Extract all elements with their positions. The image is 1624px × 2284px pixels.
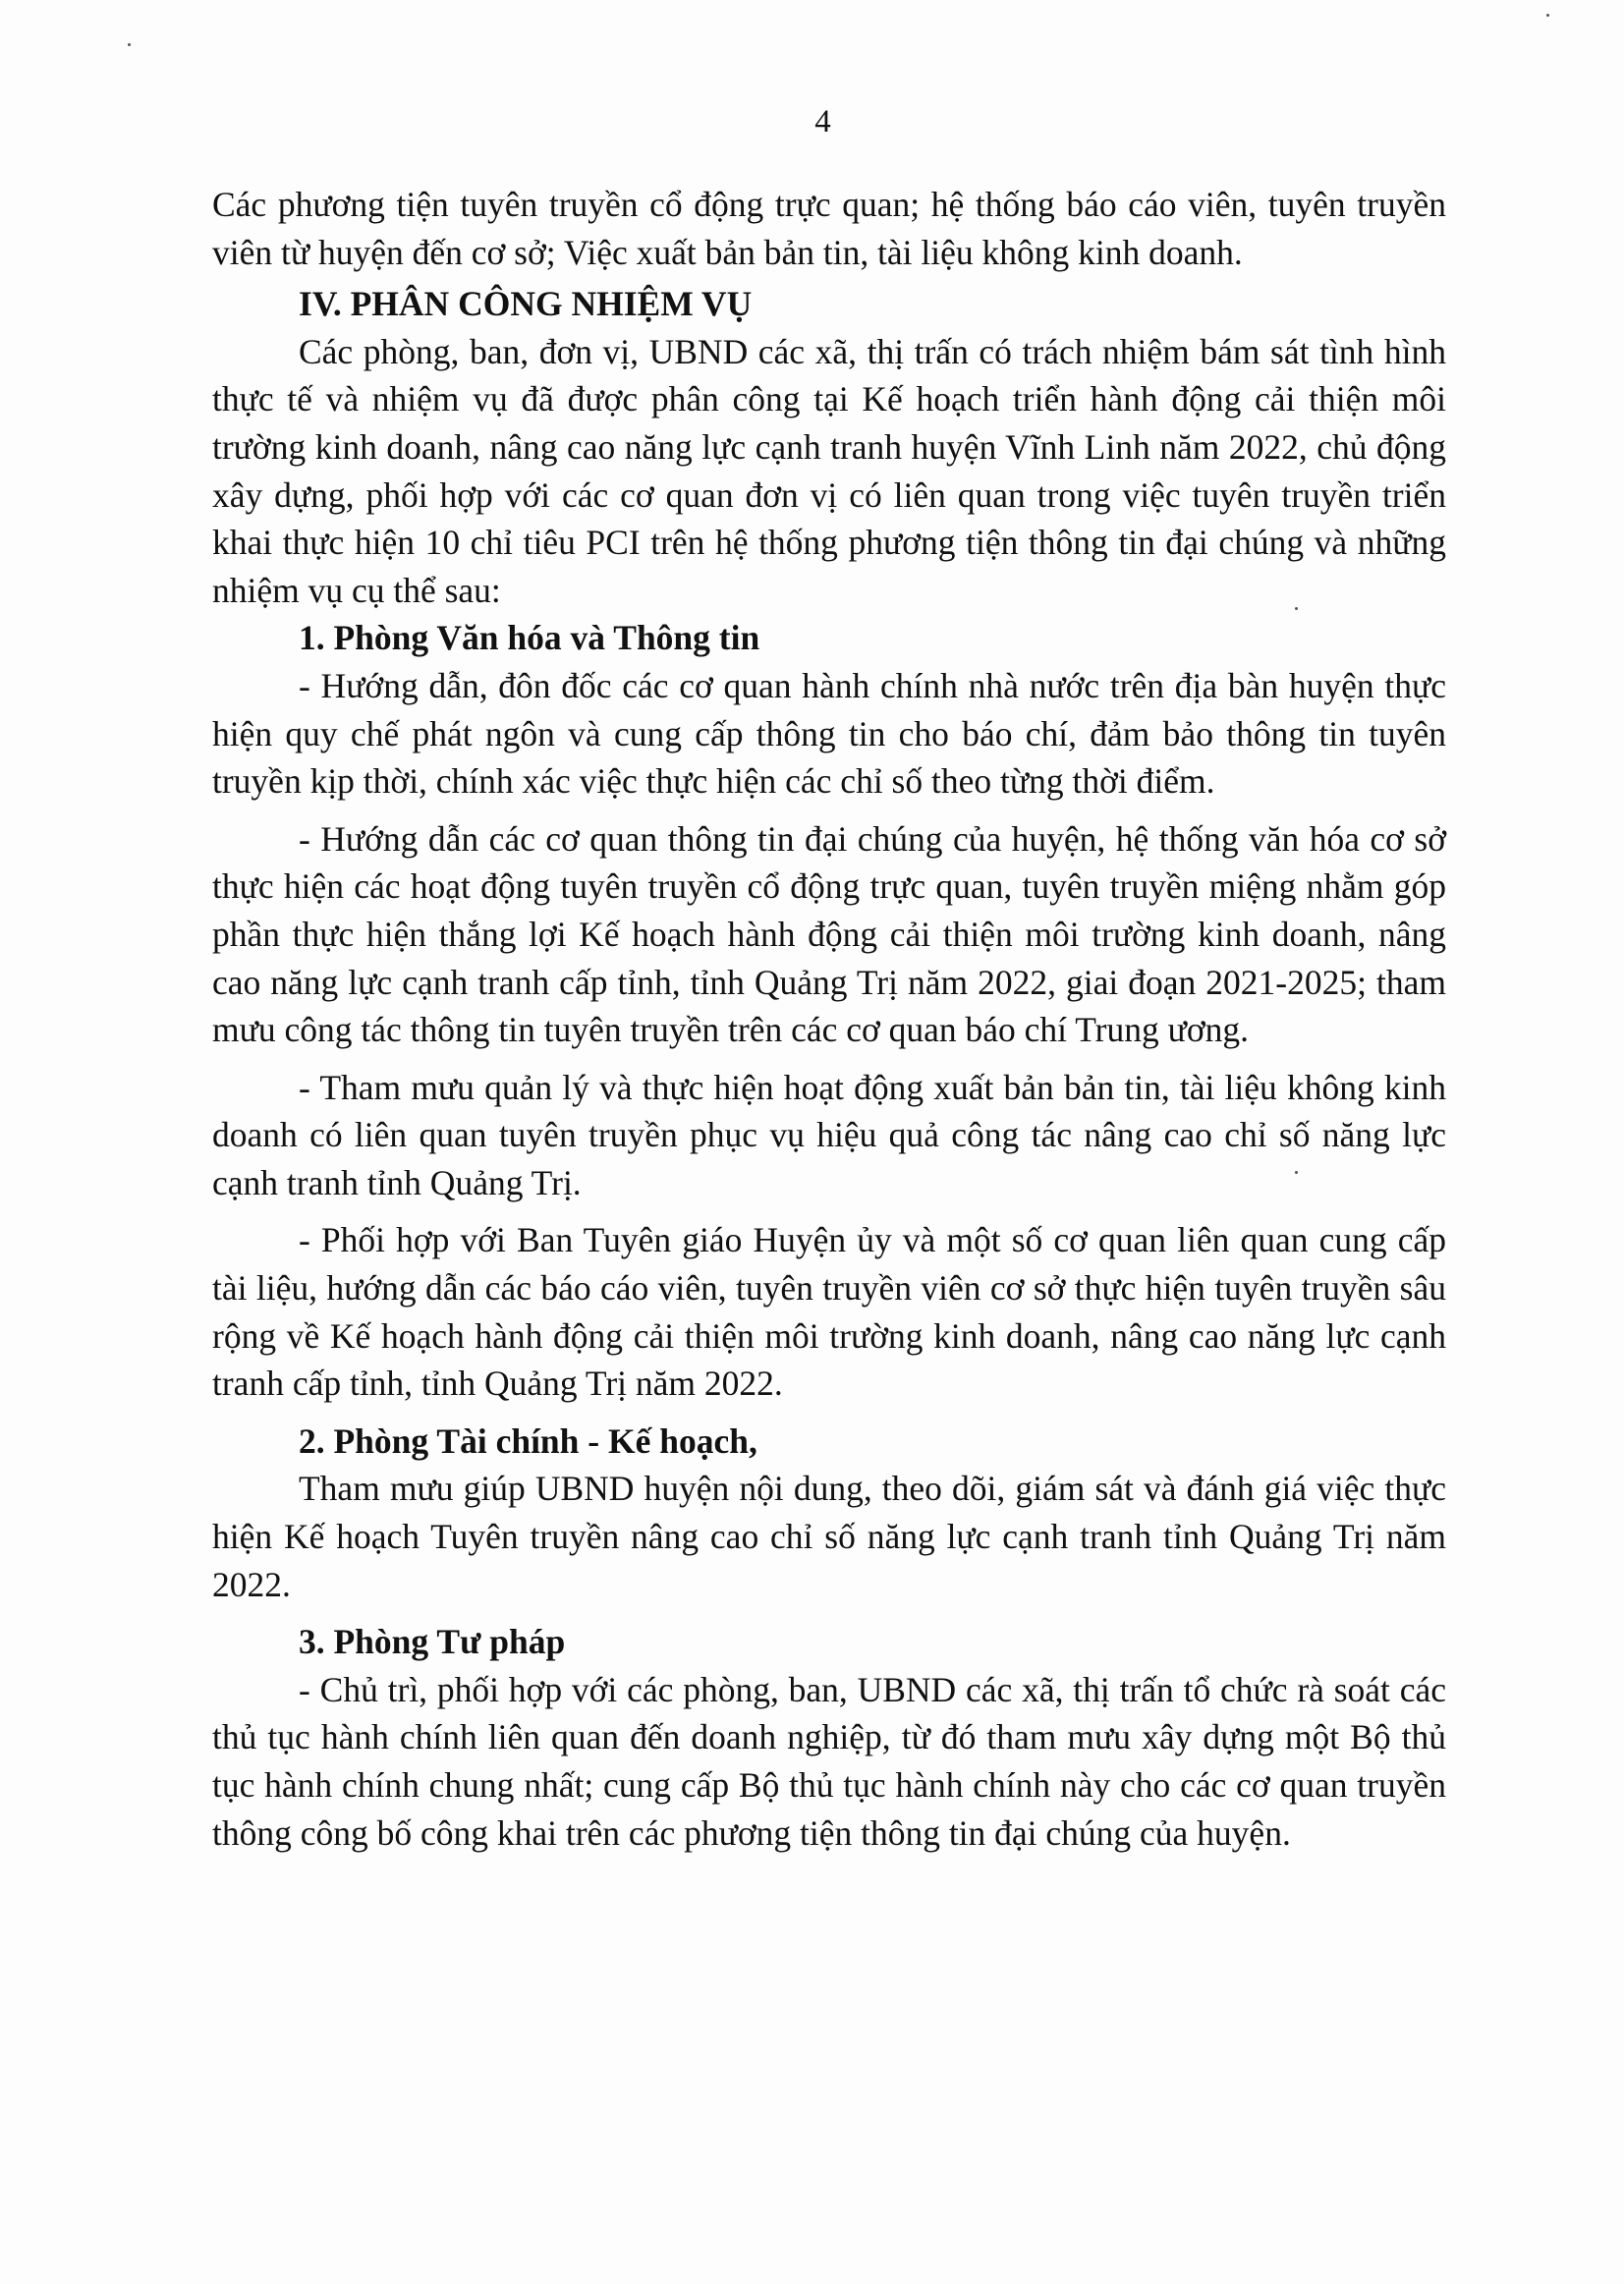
sub3-item: - Chủ trì, phối hợp với các phòng, ban, UBND các xã, thị trấn tổ chức rà soát các thủ tục hành chính liên quan đến doanh nghiệp, từ đó tham mưu xây dựng một Bộ thủ tục hành chính chung nhất; cung cấp Bộ thủ tục hành chính này cho các cơ quan truyền thông công bố công khai trên các phương tiện thông tin đại chúng của huyện. (212, 1669, 1446, 1853)
sub1-item: - Tham mưu quản lý và thực hiện hoạt động xuất bản bản tin, tài liệu không kinh doanh có liên quan tuyên truyền phục vụ hiệu quả công tác nâng cao chỉ số năng lực cạnh tranh tỉnh Quảng Trị. (212, 1067, 1446, 1202)
document-body (212, 181, 1446, 1857)
sub1-item: - Hướng dẫn các cơ quan thông tin đại chúng của huyện, hệ thống văn hóa cơ sở thực hiện các hoạt động tuyên truyền cổ động trực quan, tuyên truyền miệng nhằm góp phần thực hiện thắng lợi Kế hoạch hành động cải thiện môi trường kinh doanh, nâng cao năng lực cạnh tranh cấp tỉnh, tỉnh Quảng Trị năm 2022, giai đoạn 2021-2025; tham mưu công tác thông tin tuyên truyền trên các cơ quan báo chí Trung ương. (212, 818, 1446, 1050)
sub1-heading: 1. Phòng Văn hóa và Thông tin (299, 618, 760, 658)
page-number: 4 (814, 104, 831, 139)
intro-paragraph: Các phương tiện tuyên truyền cổ động trực quan; hệ thống báo cáo viên, tuyên truyền viên từ huyện đến cơ sở; Việc xuất bản bản tin, tài liệu không kinh doanh. (212, 185, 1446, 272)
section-iv-heading: IV. PHÂN CÔNG NHIỆM VỤ (299, 284, 753, 324)
sub3-heading: 3. Phòng Tư pháp (299, 1622, 566, 1662)
sub1-item: - Hướng dẫn, đôn đốc các cơ quan hành chính nhà nước trên địa bàn huyện thực hiện quy chế phát ngôn và cung cấp thông tin cho báo chí, đảm bảo thông tin tuyên truyền kịp thời, chính xác việc thực hiện các chỉ số theo từng thời điểm. (212, 665, 1446, 802)
section-iv-paragraph: Các phòng, ban, đơn vị, UBND các xã, thị trấn có trách nhiệm bám sát tình hình thực tế và nhiệm vụ đã được phân công tại Kế hoạch triển hành động cải thiện môi trường kinh doanh, nâng cao năng lực cạnh tranh huyện Vĩnh Linh năm 2022, chủ động xây dựng, phối hợp với các cơ quan đơn vị có liên quan trong việc tuyên truyền triển khai thực hiện 10 chỉ tiêu PCI trên hệ thống phương tiện thông tin đại chúng và những nhiệm vụ cụ thể sau: (212, 331, 1446, 610)
sub2-heading: 2. Phòng Tài chính - Kế hoạch, (299, 1421, 757, 1461)
sub1-item: - Phối hợp với Ban Tuyên giáo Huyện ủy và một số cơ quan liên quan cung cấp tài liệu, hướng dẫn các báo cáo viên, tuyên truyền viên cơ sở thực hiện tuyên truyền sâu rộng về Kế hoạch hành động cải thiện môi trường kinh doanh, nâng cao năng lực cạnh tranh cấp tỉnh, tỉnh Quảng Trị năm 2022. (212, 1220, 1446, 1404)
scan-speck (128, 43, 131, 46)
scan-speck (1546, 14, 1549, 17)
sub2-paragraph: Tham mưu giúp UBND huyện nội dung, theo dõi, giám sát và đánh giá việc thực hiện Kế hoạch Tuyên truyền nâng cao chỉ số năng lực cạnh tranh tỉnh Quảng Trị năm 2022. (212, 1469, 1446, 1604)
